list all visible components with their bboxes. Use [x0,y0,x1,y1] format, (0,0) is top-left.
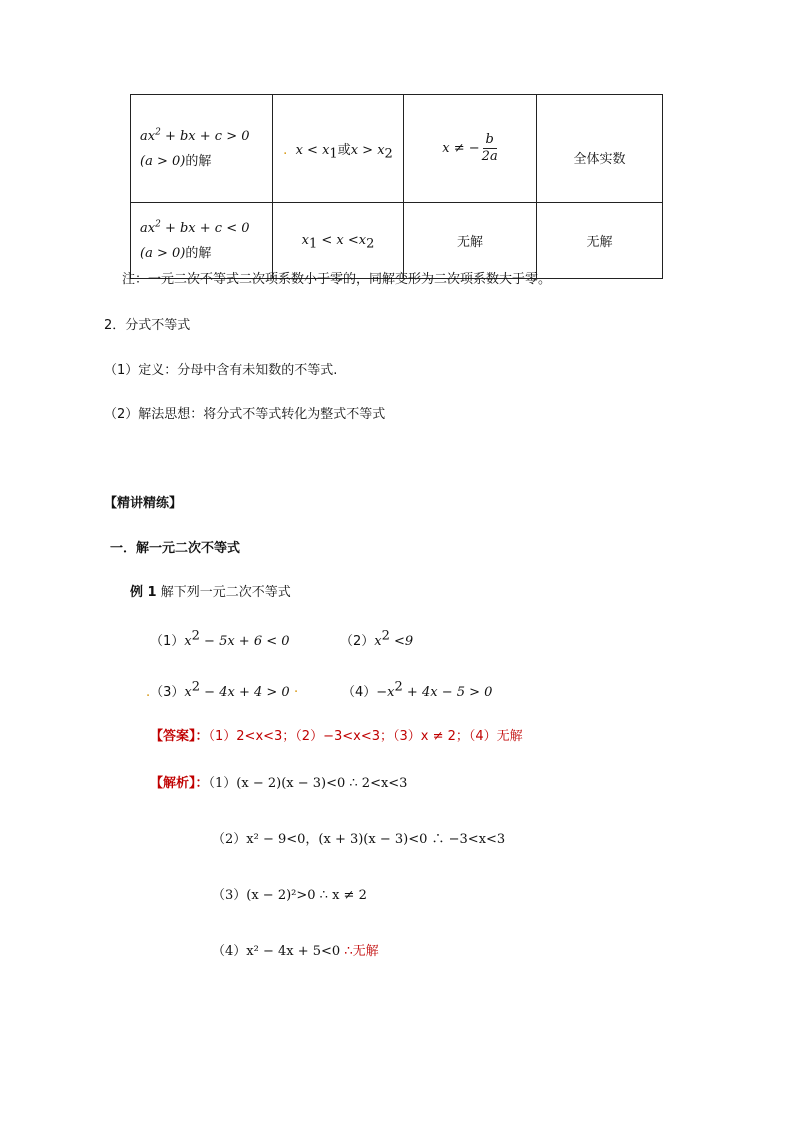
table-note: 注：一元二次不等式二次项系数小于零的，同解变形为二次项系数大于零。 [122,272,552,287]
answer-text: （1）2<x<3；（2）−3<x<3；（3）x ≠ 2；（4）无解 [208,729,523,744]
question-1: $(1)x^2 - 5x + 6 < 0$ [150,628,290,649]
no-solution-result: ∴无解 [344,944,379,959]
analysis-label: 【解析】： [150,776,209,791]
example-1 [130,581,291,600]
fraction: $\frac{b}{2a}$ [481,132,498,164]
example-label: 例 1 [130,585,157,600]
method-text: （2）解法思想：将分式不等式转化为整式不等式 [104,407,386,422]
all-reals-text: 全体实数 [573,152,626,167]
answer-label: 【答案】： [150,729,209,744]
solution-table [130,94,663,279]
definition-text: （1）定义：分母中含有未知数的不等式. [104,363,338,378]
analysis-text: （1）(x − 2)(x − 3)<0 ∴ 2<x<3 [208,776,408,791]
condition-a: (a > 0) [140,245,186,261]
analysis-line-1 [150,772,407,791]
question-2: $(2)x^2 <9$ [340,628,414,649]
condition-a: (a > 0) [140,153,186,169]
analysis-line-2: （2）x² − 9<0，(x + 3)(x − 3)<0 ∴ −3<x<3 [212,832,506,847]
table-cell-delta-positive: $x_1 < x <x_2$ [273,203,404,279]
orange-dot: . [146,685,151,700]
solution-part: x < x [295,143,330,158]
no-solution-text: 无解 [456,235,483,250]
table-row [131,95,663,203]
analysis-line-4 [212,940,379,959]
section-2-title: 2．分式不等式 [104,318,191,333]
orange-dot: . [283,143,288,158]
condition-expression: $ax^2$ + bx + c < 0 [140,219,250,236]
table-cell-delta-negative [537,203,663,279]
table-cell-condition [131,95,273,203]
answer-line [150,725,523,744]
table-cell-delta-zero [404,95,537,203]
solution-part: x > x [350,143,385,158]
solution-part: x ≠ − [442,141,480,156]
solution-part: < x <x [317,233,367,248]
question-3: $.(3)x^2 - 4x + 4 > 0$ [146,679,290,700]
example-text: 解下列一元二次不等式 [160,585,291,600]
solution-part: x [301,233,309,248]
no-solution-text: 无解 [586,235,613,250]
table-cell-delta-positive: . $x < x_1$或$x > x_2$ [273,95,404,203]
part-1-title: 一．解一元二次不等式 [110,541,241,556]
question-4: $(4)-x^2 + 4x - 5 > 0$ [342,679,493,700]
analysis-text: （4）x² − 4x + 5<0 [212,944,345,959]
practice-header: 【精讲精练】 [104,496,183,511]
condition-suffix: 的解 [185,245,212,261]
or-word: 或 [337,143,351,158]
table-cell-delta-negative [537,95,663,203]
condition-expression: $ax^2$ + bx + c > 0 [140,127,250,144]
orange-dot: . [294,681,299,696]
analysis-line-3: （3）(x − 2)²>0 ∴ x ≠ 2 [212,888,367,903]
condition-suffix: 的解 [185,153,212,169]
